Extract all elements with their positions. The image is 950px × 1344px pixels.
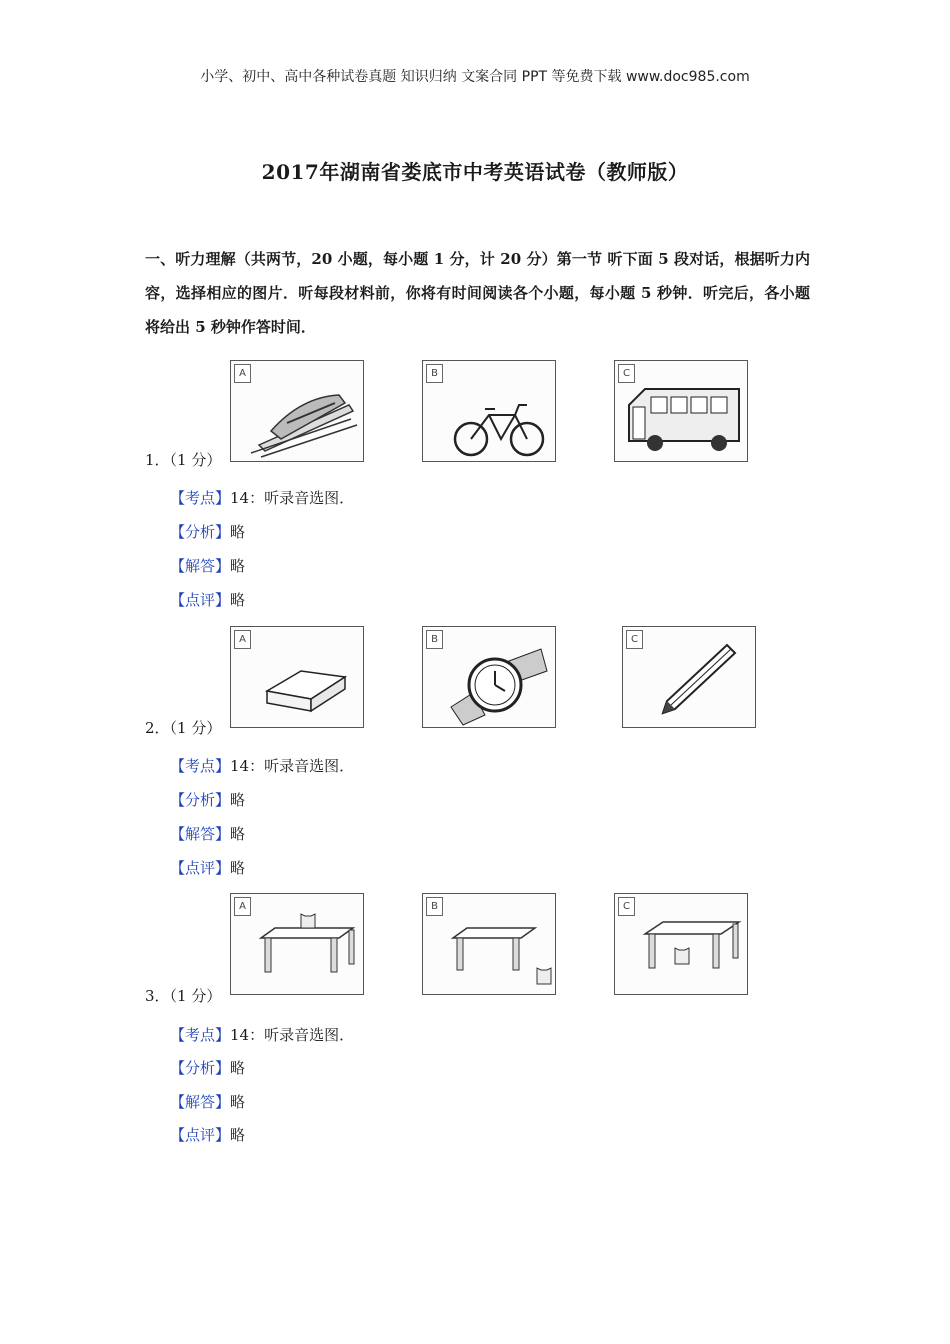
option-a-picture: [230, 360, 364, 462]
page-title: 2017年湖南省娄底市中考英语试卷（教师版）: [261, 160, 689, 184]
question-1-number: 1．（1 分）: [145, 451, 222, 469]
question-3-number: 3．（1 分）: [145, 987, 222, 1005]
bicycle-icon: [423, 361, 557, 463]
option-a-picture: [230, 893, 364, 995]
q3-jieda: 【解答】略: [170, 1093, 246, 1111]
question-2-number: 2．（1 分）: [145, 719, 222, 737]
option-b-picture: [422, 626, 556, 728]
q2-kaodian: 【考点】14：听录音选图．: [170, 757, 355, 775]
option-letter: A: [234, 630, 251, 649]
q2-fenxi: 【分析】略: [170, 791, 246, 809]
question-2-pictures: [0, 626, 950, 730]
option-a-picture: [230, 626, 364, 728]
option-c-picture: [614, 893, 748, 995]
option-letter: A: [234, 897, 251, 916]
page-header: 小学、初中、高中各种试卷真题 知识归纳 文案合同 PPT 等免费下载 www.doc985.com: [200, 69, 750, 85]
train-icon: [231, 361, 365, 463]
option-letter: B: [426, 364, 443, 383]
bus-icon: [615, 361, 749, 463]
option-letter: C: [618, 364, 635, 383]
option-c-picture: [622, 626, 756, 728]
q3-fenxi: 【分析】略: [170, 1059, 246, 1077]
option-c-picture: [614, 360, 748, 462]
option-letter: A: [234, 364, 251, 383]
option-letter: B: [426, 897, 443, 916]
option-b-picture: [422, 360, 556, 462]
cat-under-table-icon: [615, 894, 749, 996]
option-letter: C: [626, 630, 643, 649]
watch-icon: [423, 627, 557, 729]
q3-kaodian: 【考点】14：听录音选图．: [170, 1026, 355, 1044]
q2-jieda: 【解答】略: [170, 825, 246, 843]
q1-kaodian: 【考点】14：听录音选图．: [170, 489, 355, 507]
question-3-pictures: [0, 893, 950, 997]
q2-dianping: 【点评】略: [170, 859, 246, 877]
q1-dianping: 【点评】略: [170, 591, 246, 609]
q3-dianping: 【点评】略: [170, 1126, 246, 1144]
q1-jieda: 【解答】略: [170, 557, 246, 575]
option-letter: B: [426, 630, 443, 649]
question-1-pictures: [0, 360, 950, 464]
cat-on-table-icon: [231, 894, 365, 996]
q1-fenxi: 【分析】略: [170, 523, 246, 541]
option-letter: C: [618, 897, 635, 916]
option-b-picture: [422, 893, 556, 995]
pencil-icon: [623, 627, 757, 729]
section-intro: 一、听力理解（共两节，20 小题，每小题 1 分，计 20 分）第一节 听下面 5 段对话，根据听力内容，选择相应的图片．听每段材料前，你将有时间阅读各个小题，每小题 5 秒钟．听完后，各小题将给出 5 秒钟作答时间．: [145, 250, 810, 336]
cat-beside-table-icon: [423, 894, 557, 996]
eraser-icon: [231, 627, 365, 729]
